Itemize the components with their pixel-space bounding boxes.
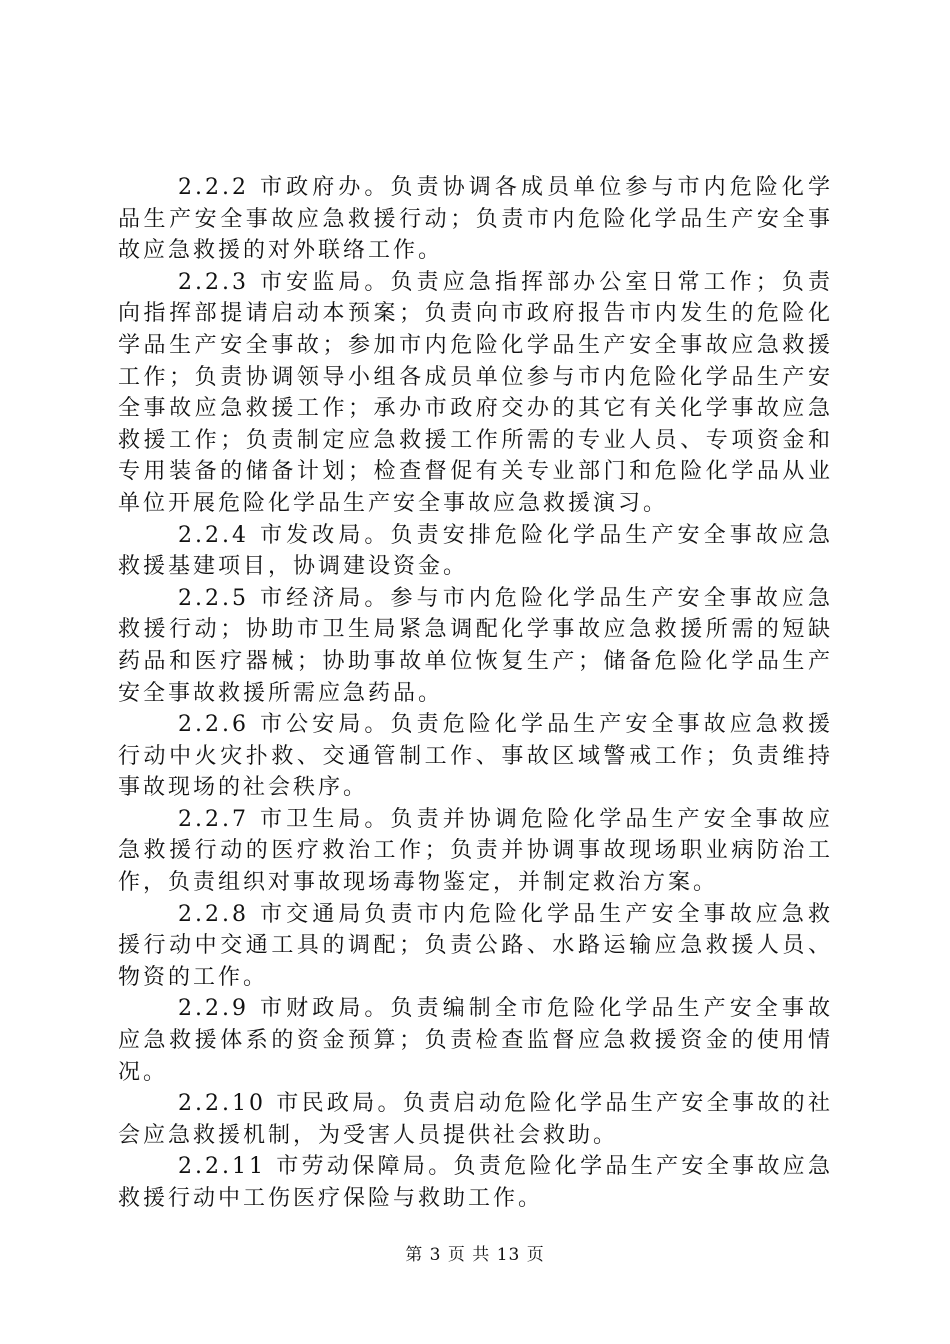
paragraph-2-2-8: 2.2.8 市交通局负责市内危险化学品生产安全事故应急救援行动中交通工具的调配；负责公路、水路运输应急救援人员、物资的工作。 [118, 901, 833, 990]
paragraph-2-2-9: 2.2.9 市财政局。负责编制全市危险化学品生产安全事故应急救援体系的资金预算；负责检查监督应急救援资金的使用情况。 [118, 996, 833, 1085]
page-number-footer: 第 3 页 共 13 页 [405, 1245, 545, 1265]
paragraph-2-2-7: 2.2.7 市卫生局。负责并协调危险化学品生产安全事故应急救援行动的医疗救治工作；负责并协调事故现场职业病防治工作，负责组织对事故现场毒物鉴定，并制定救治方案。 [118, 806, 833, 896]
paragraph-2-2-2: 2.2.2 市政府办。负责协调各成员单位参与市内危险化学品生产安全事故应急救援行动；负责市内危险化学品生产安全事故应急救援的对外联络工作。 [118, 175, 833, 264]
paragraph-2-2-10: 2.2.10 市民政局。负责启动危险化学品生产安全事故的社会应急救援机制，为受害人员提供社会救助。 [118, 1091, 833, 1148]
paragraph-2-2-3: 2.2.3 市安监局。负责应急指挥部办公室日常工作；负责向指挥部提请启动本预案；负责向市政府报告市内发生的危险化学品生产安全事故；参加市内危险化学品生产安全事故应急救援工作；负责协调领导小组各成员单位参与市内危险化学品生产安全事故应急救援工作；承办市政府交办的其它有关化学事故应急救援工作；负责制定应急救援工作所需的专业人员、专项资金和专用装备的储备计划；检查督促有关专业部门和危险化学品从业单位开展危险化学品生产安全事故应急救援演习。 [118, 269, 833, 516]
paragraph-2-2-6: 2.2.6 市公安局。负责危险化学品生产安全事故应急救援行动中火灾扑救、交通管制工作、事故区域警戒工作；负责维持事故现场的社会秩序。 [118, 712, 833, 801]
paragraph-2-2-4: 2.2.4 市发改局。负责安排危险化学品生产安全事故应急救援基建项目，协调建设资金。 [118, 522, 833, 580]
paragraph-2-2-11: 2.2.11 市劳动保障局。负责危险化学品生产安全事故应急救援行动中工伤医疗保险与救助工作。 [118, 1154, 833, 1211]
paragraph-2-2-5: 2.2.5 市经济局。参与市内危险化学品生产安全事故应急救援行动；协助市卫生局紧急调配化学事故应急救援所需的短缺药品和医疗器械；协助事故单位恢复生产；储备危险化学品生产安全事故救援所需应急药品。 [118, 585, 833, 706]
document-body [118, 172, 833, 1215]
